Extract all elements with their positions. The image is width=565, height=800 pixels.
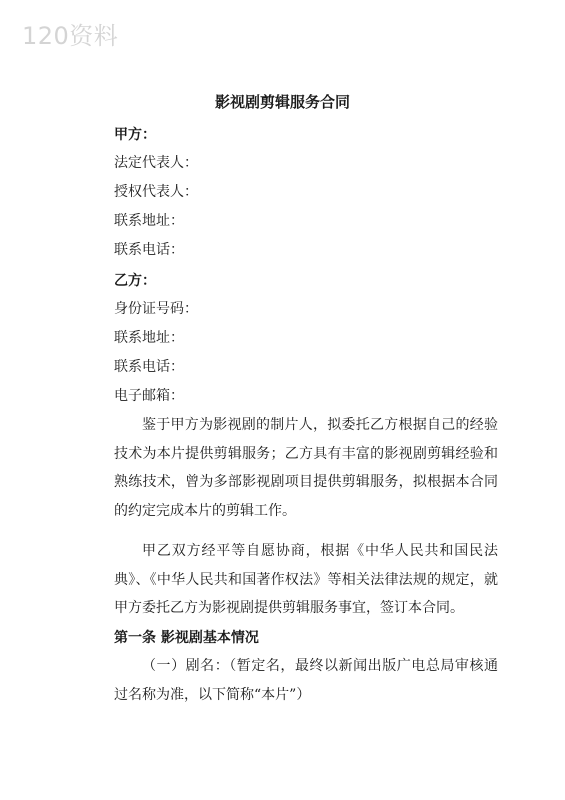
party-b-phone: 联系电话： bbox=[114, 359, 184, 375]
party-a-legal-rep: 法定代表人： bbox=[114, 155, 198, 171]
party-a-authorized-rep: 授权代表人： bbox=[114, 184, 198, 200]
party-b-email: 电子邮箱： bbox=[114, 388, 184, 404]
article-1-heading: 第一条 影视剧基本情况 bbox=[114, 630, 259, 646]
agreement-paragraph: 甲乙双方经平等自愿协商，根据《中华人民共和国民法典》、《中华人民共和国著作权法》等相关法律法规的规定，就甲方委托乙方为影视剧提供剪辑服务事宜，签订本合同。 bbox=[114, 543, 498, 617]
article-1-item-1: （一）剧名：（暂定名，最终以新闻出版广电总局审核通过名称为准，以下简称“本片”） bbox=[114, 658, 498, 703]
party-a-address: 联系地址： bbox=[114, 213, 184, 229]
party-b-address: 联系地址： bbox=[114, 330, 184, 346]
watermark: 120资料 bbox=[22, 22, 119, 50]
document-title: 影视剧剪辑服务合同 bbox=[214, 93, 350, 111]
party-b-id-number: 身份证号码： bbox=[114, 301, 198, 317]
party-b-label: 乙方： bbox=[114, 273, 156, 289]
party-a-label: 甲方： bbox=[114, 127, 156, 143]
party-a-phone: 联系电话： bbox=[114, 242, 184, 258]
recital-paragraph: 鉴于甲方为影视剧的制片人，拟委托乙方根据自己的经验技术为本片提供剪辑服务；乙方具有丰富的影视剧剪辑经验和熟练技术，曾为多部影视剧项目提供剪辑服务，拟根据本合同的约定完成本片的剪辑工作。 bbox=[114, 417, 498, 519]
